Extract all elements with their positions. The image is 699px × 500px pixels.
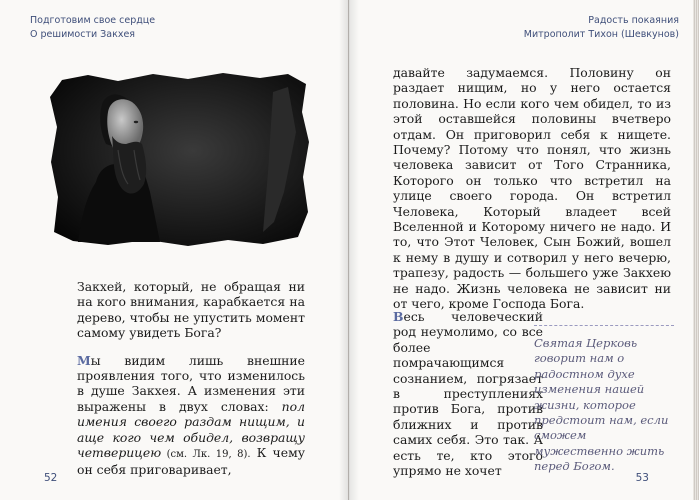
- left-paragraph-2-citation: (см. Лк. 19, 8).: [161, 449, 251, 461]
- left-body-text: [77, 279, 305, 478]
- right-running-header: [524, 14, 679, 42]
- left-header-book-title: Подготовим свое сердце: [30, 15, 156, 26]
- pull-quote: Святая Церковь говорит нам о радостном духе изменения нашей жизни, которое предстоит нам, если сможем мужественно жить перед Богом.: [534, 336, 669, 474]
- left-paragraph-2: [77, 353, 305, 478]
- left-page-number: 52: [44, 472, 58, 484]
- page-edges: [693, 0, 699, 500]
- right-paragraph-2: [393, 309, 543, 478]
- right-body-text-top: [393, 65, 671, 312]
- left-header-chapter-title: О решимости Закхея: [30, 29, 136, 40]
- monk-photo: [48, 72, 310, 247]
- right-paragraph-2-dropcap: В: [393, 309, 404, 324]
- right-page: [349, 0, 699, 500]
- right-paragraph-2-text: есь человеческий род неумолимо, со все более помрачающимся сознанием, погрязает в преступлениях против Бога, против ближних и против самих себя. Это так. А есть те, кто этого упрямо не хочет: [393, 309, 543, 479]
- left-paragraph-1: Закхей, который, не обращая ни на кого внимания, карабкается на дерево, чтобы не упустить момент самому увидеть Бога?: [77, 279, 305, 341]
- left-paragraph-2-scripture: пол имения своего раздам нищим, и аще кого чем обидел, возвращу четверицею: [77, 398, 305, 461]
- left-paragraph-2-text: ы видим лишь внешние проявления того, что изменилось в душе Закхея. А изменения эти выражены в двух словах:: [77, 352, 305, 414]
- left-running-header: [30, 14, 155, 42]
- pull-quote-rule: [534, 325, 674, 326]
- monk-photo-image: [48, 72, 310, 247]
- left-page: [0, 0, 349, 500]
- right-header-author: Митрополит Тихон (Шевкунов): [523, 29, 679, 40]
- right-body-text-bottom: [393, 309, 543, 478]
- right-paragraph-1: давайте задумаемся. Половину он раздает нищим, но у него остается половина. Но если кого чем обидел, то из этой оставшейся половины вчетверо отдам. Он приговорил себя к нищете. Почему? Потому что понял, что жизнь человека зависит от Того Странника, Которого он только что встретил на улице своего города. Он встретил Человека, Который владеет всей Вселенной и Которому ничего не надо. И то, что Этот Человек, Сын Божий, вошел к нему в душу и сотворил у него вечерю, трапезу, радость — большего уже Закхею не надо. Жизнь человека не зависит ни от чего, кроме Господа Бога.: [393, 65, 671, 312]
- left-paragraph-2-end: К чему он себя приговаривает,: [77, 445, 305, 478]
- right-page-number: 53: [635, 472, 649, 484]
- left-paragraph-2-dropcap: М: [77, 352, 91, 368]
- right-header-book-title: Радость покаяния: [588, 15, 679, 26]
